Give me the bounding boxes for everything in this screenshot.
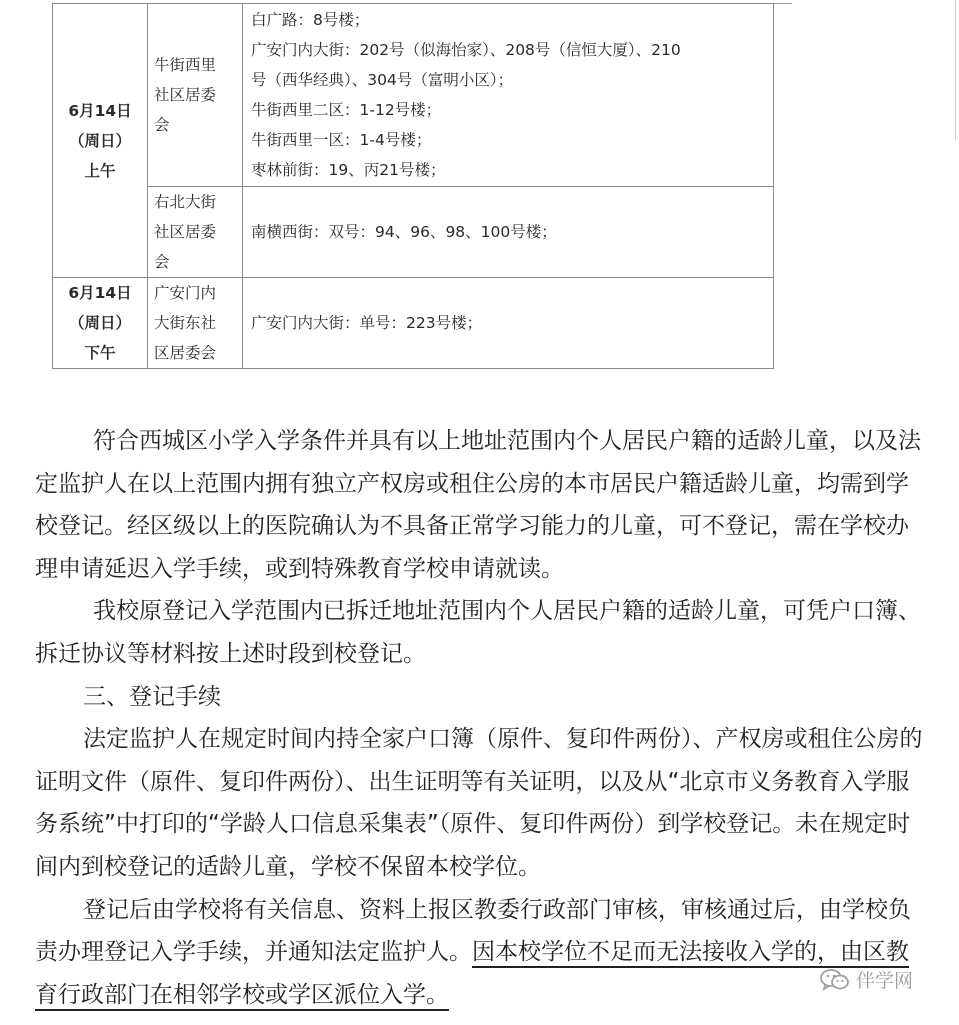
watermark	[820, 966, 913, 993]
section-heading: 三、登记手续	[83, 683, 221, 710]
community-cell	[148, 187, 243, 278]
address-cell	[243, 278, 774, 369]
table-row	[53, 278, 774, 369]
paragraph-demolition: 我校原登记入学范围内已拆迁地址范围内个人居民户籍的适龄儿童，可凭户口簿、拆迁协议等材料按上述时段到校登记。	[35, 598, 921, 667]
date-cell	[53, 4, 148, 278]
community-line: 社区居委	[154, 86, 217, 104]
watermark-text: 伴学网	[856, 970, 914, 992]
address-line: 广安门内大街：单号：223号楼；	[251, 314, 483, 332]
address-cell	[243, 187, 774, 278]
community-line: 会	[154, 116, 170, 134]
community-line: 会	[154, 253, 170, 271]
article-body	[35, 420, 925, 1016]
table-row	[53, 4, 774, 187]
community-line: 区居委会	[154, 344, 217, 362]
community-line: 大街东社	[154, 314, 217, 332]
community-line: 右北大街	[154, 193, 217, 211]
review-text: 登记后由学校将有关信息、资料上报区教委行政部门审核，审核通过后，由学校负责办理登记入学手续，并通知法定监护人。	[35, 896, 911, 966]
address-line: 牛街西里一区：1-4号楼；	[251, 131, 432, 149]
address-line: 白广路：8号楼；	[251, 11, 370, 29]
page-edge-rule	[955, 0, 956, 140]
address-line: 南横西街：双号：94、96、98、100号楼；	[251, 223, 557, 241]
wechat-icon	[820, 968, 850, 992]
registration-schedule-table	[52, 3, 774, 369]
paragraph-eligibility: 符合西城区小学入学条件并具有以上地址范围内个人居民户籍的适龄儿童，以及法定监护人在以上范围内拥有独立产权房或租住公房的本市居民户籍适龄儿童，均需到学校登记。经区级以上的医院确认为不具备正常学习能力的儿童，可不登记，需在学校办理申请延迟入学手续，或到特殊教育学校申请就读。	[35, 428, 921, 582]
community-line: 社区居委	[154, 223, 217, 241]
address-line: 广安门内大街：202号（似海怡家）、208号（信恒大厦）、210	[251, 41, 681, 59]
underlined-notice: 因本校学位不足而无法接收入学的，由区教育行政部门在相邻学校或学区派位入学。	[35, 939, 909, 1008]
address-line: 牛街西里二区：1-12号楼；	[251, 101, 442, 119]
community-cell	[148, 278, 243, 369]
address-cell	[243, 4, 774, 187]
date-cell	[53, 278, 148, 369]
date-line: 6月14日	[68, 101, 132, 120]
address-line: 枣林前街：19、丙21号楼；	[251, 161, 446, 179]
community-cell	[148, 4, 243, 187]
address-line: 号（西华经典）、304号（富明小区）；	[251, 71, 514, 89]
paragraph-procedure: 法定监护人在规定时间内持全家户口簿（原件、复印件两份）、产权房或租住公房的证明文件（原件、复印件两份）、出生证明等有关证明，以及从“北京市义务教育入学服务系统”中打印的“学龄人口信息采集表”（原件、复印件两份）到学校登记。未在规定时间内到校登记的适龄儿童，学校不保留本校学位。	[35, 726, 923, 880]
date-line: （周日）	[68, 314, 131, 332]
community-line: 广安门内	[154, 284, 217, 302]
paragraph-review	[35, 889, 925, 1017]
date-line: 6月14日	[68, 284, 132, 302]
date-line: 上午	[84, 161, 116, 180]
date-line: 下午	[84, 344, 116, 362]
community-line: 牛街西里	[154, 56, 217, 74]
table-row	[53, 187, 774, 278]
date-line: （周日）	[68, 131, 131, 150]
